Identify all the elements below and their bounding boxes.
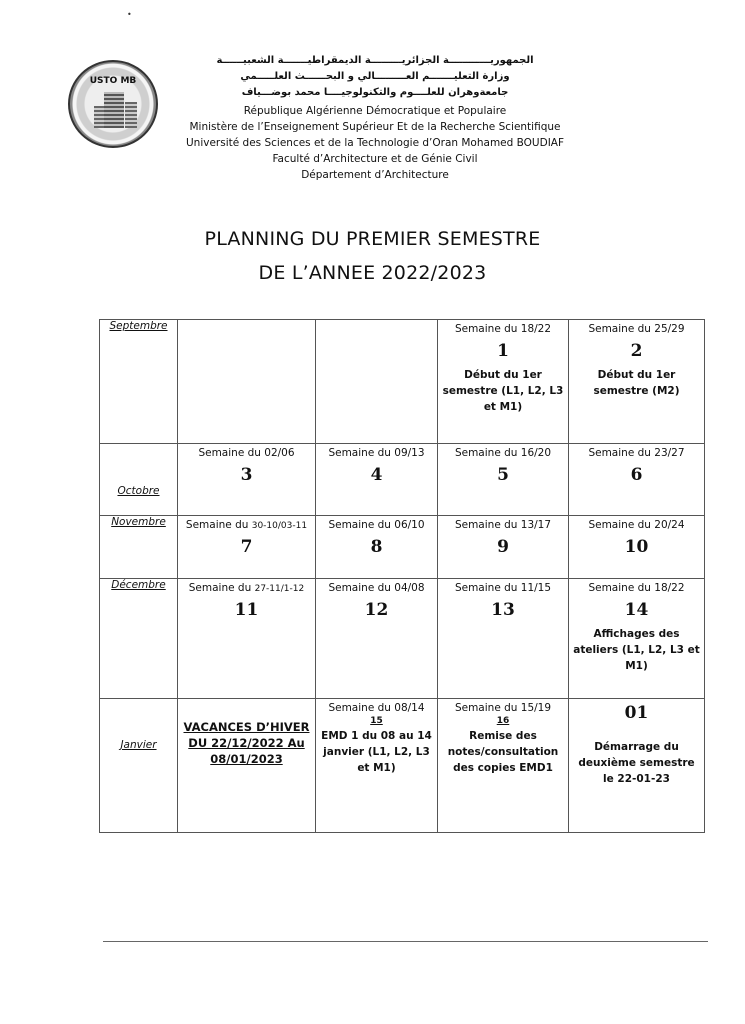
winter-holiday-note: VACANCES D’HIVER DU 22/12/2022 Au 08/01/2023: [183, 720, 310, 766]
week-cell: [438, 320, 569, 444]
week-dates: [178, 582, 315, 594]
week-note: Début du 1er semestre (M2): [593, 369, 680, 397]
week-number: 6: [630, 465, 643, 485]
month-label: Octobre: [100, 444, 178, 516]
week-number: 1: [497, 341, 509, 361]
week-dates: [178, 519, 315, 531]
week-number: 7: [240, 537, 253, 557]
header-university: Université des Sciences et de la Technologie d’Oran Mohamed BOUDIAF: [185, 137, 565, 149]
logo-building-right: [125, 102, 137, 128]
planning-table: [99, 319, 705, 833]
page-title-line-2: DE L’ANNEE 2022/2023: [258, 262, 487, 284]
week-number: 14: [624, 600, 649, 620]
page-title-line-1: PLANNING DU PREMIER SEMESTRE: [204, 228, 541, 250]
week-dates: Semaine du 09/13: [328, 447, 425, 459]
week-note: Début du 1er semestre (L1, L2, L3 et M1): [442, 369, 564, 413]
week-cell: [438, 444, 569, 516]
table-row-decembre: [100, 579, 705, 699]
week-dates-range: 30-10/03-11: [251, 521, 308, 531]
week-dates: Semaine du 16/20: [454, 447, 552, 459]
week-note: EMD 1 du 08 au 14 janvier (L1, L2, L3 et M1): [321, 730, 432, 774]
week-cell: [569, 579, 705, 699]
week-dates: Semaine du 02/06: [198, 447, 295, 459]
week-dates: Semaine du 23/27: [588, 447, 685, 459]
week-number: 01: [624, 703, 649, 723]
week-cell: [438, 699, 569, 833]
empty-cell: [178, 320, 316, 444]
week-cell: [316, 699, 438, 833]
table-row-janvier: [100, 699, 705, 833]
week-number: 10: [624, 537, 649, 557]
month-label: Novembre: [100, 516, 178, 579]
week-cell: [569, 320, 705, 444]
month-label: Janvier: [100, 699, 178, 833]
week-dates: Semaine du 20/24: [588, 519, 685, 531]
week-cell: [178, 444, 316, 516]
table-row-octobre: [100, 444, 705, 516]
week-number: 8: [370, 537, 383, 557]
week-dates: Semaine du 13/17: [454, 519, 552, 531]
empty-cell: [316, 320, 438, 444]
week-number: 5: [497, 465, 509, 485]
header-arabic-ministry: وزارة التعليـــــــم العـــــــــالي و البحــــــث العلـــــمي: [240, 71, 510, 82]
week-number: 11: [234, 600, 259, 620]
month-label: Septembre: [100, 320, 178, 444]
week-cell: [316, 516, 438, 579]
week-number: 15: [370, 716, 383, 726]
week-dates: Semaine du 18/22: [454, 323, 552, 335]
header-department: Département d’Architecture: [301, 169, 449, 181]
week-number: 3: [240, 465, 253, 485]
header-faculty: Faculté d’Architecture et de Génie Civil: [272, 153, 478, 165]
week-cell: [569, 516, 705, 579]
week-dates: Semaine du 08/14: [328, 702, 425, 714]
week-number: 13: [491, 600, 515, 620]
week-dates-prefix: Semaine du: [188, 582, 255, 594]
week-note: Démarrage du deuxième semestre le 22-01-23: [578, 741, 695, 785]
week-number: 12: [364, 600, 389, 620]
header-ministry: Ministère de l’Enseignement Supérieur Et de la Recherche Scientifique: [189, 121, 561, 133]
logo-building-tower: [104, 92, 124, 128]
header-arabic-republic: الجمهوريــــــــــــة الجزائريـــــــــة الديمقراطيـــــــة الشعبيــــــة: [216, 55, 534, 66]
week-cell: [316, 579, 438, 699]
table-row-novembre: [100, 516, 705, 579]
week-dates: Semaine du 04/08: [328, 582, 425, 594]
week-cell: [438, 579, 569, 699]
week-cell: [569, 699, 705, 833]
week-number: 4: [370, 465, 383, 485]
week-number: 16: [496, 716, 510, 726]
week-cell: [438, 516, 569, 579]
table-row-septembre: [100, 320, 705, 444]
week-dates: Semaine du 18/22: [588, 582, 685, 594]
week-note: Remise des notes/consultation des copies EMD1: [447, 730, 559, 774]
holiday-cell: [178, 699, 316, 833]
week-note: Affichages des ateliers (L1, L2, L3 et M1): [573, 628, 700, 672]
month-label: Décembre: [100, 579, 178, 699]
footer-divider: [103, 941, 708, 942]
week-dates: Semaine du 11/15: [454, 582, 552, 594]
week-cell: [316, 444, 438, 516]
week-dates: Semaine du 25/29: [588, 323, 685, 335]
scan-speck: •: [127, 10, 132, 19]
week-cell: [569, 444, 705, 516]
week-dates-range: 27-11/1-12: [254, 584, 305, 594]
logo-acronym: USTO MB: [89, 76, 137, 86]
week-number: 9: [497, 537, 509, 557]
week-dates: Semaine du 15/19: [454, 702, 552, 714]
header-arabic-university: جامعةوهران للعلــــوم والتكنولوجيــــا محمد بوضـــياف: [241, 87, 509, 98]
logo-building-left: [94, 106, 104, 128]
week-dates-prefix: Semaine du: [185, 519, 252, 531]
week-cell: [178, 579, 316, 699]
week-cell: [178, 516, 316, 579]
week-dates: Semaine du 06/10: [328, 519, 425, 531]
university-logo: [68, 60, 158, 148]
week-number: 2: [630, 341, 643, 361]
header-republic: République Algérienne Démocratique et Populaire: [243, 105, 507, 117]
